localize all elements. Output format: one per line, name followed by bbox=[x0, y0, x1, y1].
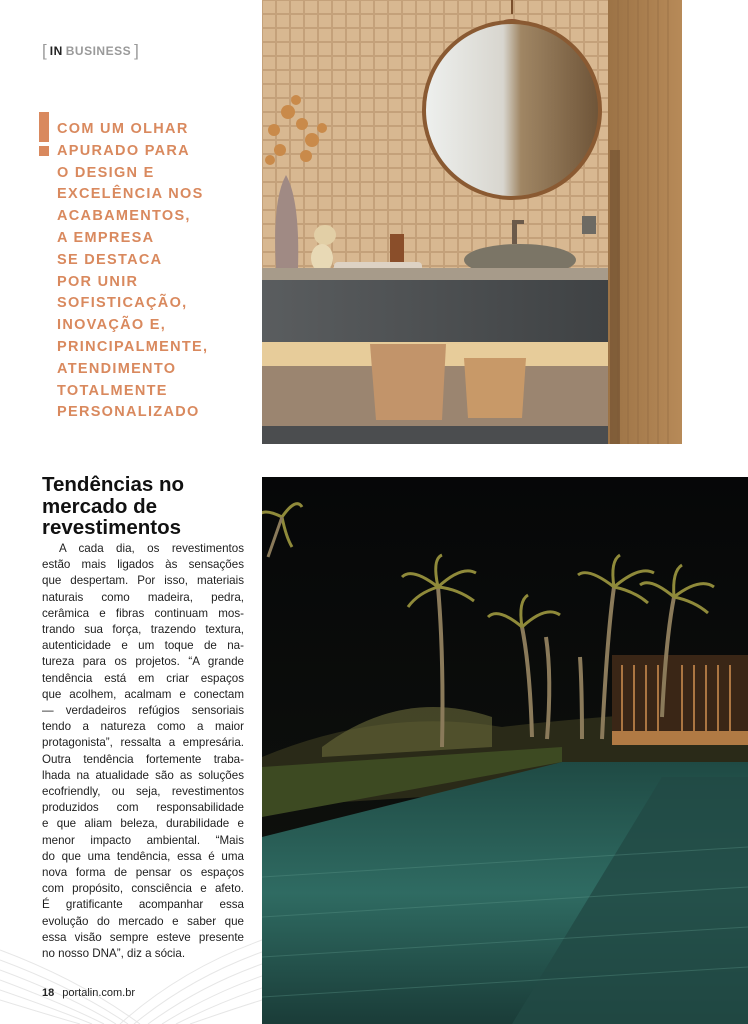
body-line: lhada na atualidade são as soluções bbox=[42, 768, 244, 782]
article-body bbox=[42, 541, 244, 962]
body-line: com propósito, consciência e afeto. bbox=[42, 882, 244, 896]
body-line: que acolhem, acalmam e conectam bbox=[42, 687, 244, 701]
body-line: ecofriendly, ou seja, revestimentos bbox=[42, 785, 244, 799]
pull-quote-line: O DESIGN E bbox=[57, 164, 155, 181]
page-footer bbox=[42, 987, 135, 999]
body-line: protagonista”, ressalta a empresária. bbox=[42, 736, 244, 750]
article-title-line: mercado de bbox=[42, 494, 158, 518]
pull-quote-line: SE DESTACA bbox=[57, 251, 163, 268]
body-line: evolução do mercado e saber que bbox=[42, 914, 244, 928]
body-line: estão mais ligados às sensações bbox=[42, 558, 244, 572]
pull-quote-line: POR UNIR bbox=[57, 273, 139, 290]
body-line: É gratificante acompanhar essa bbox=[42, 898, 244, 912]
section-bracket-close: ] bbox=[134, 41, 139, 60]
body-line: tendo a natureza como a maior bbox=[42, 720, 244, 734]
pull-quote-line: TOTALMENTE bbox=[57, 382, 168, 399]
body-line: tureza para os projetos. “A grande bbox=[42, 655, 244, 669]
body-line: que despertam. Por isso, materiais bbox=[42, 574, 244, 588]
pull-quote-line: INOVAÇÃO E, bbox=[57, 317, 167, 334]
body-line: autenticidade e um toque de na- bbox=[42, 639, 244, 653]
body-line: no nosso DNA”, diz a sócia. bbox=[42, 947, 186, 961]
section-tag bbox=[42, 41, 139, 61]
body-line: do que uma tendência, essa é uma bbox=[42, 849, 244, 863]
exclamation-icon bbox=[38, 112, 50, 158]
pull-quote-line: SOFISTICAÇÃO, bbox=[57, 295, 188, 312]
body-line: naturais como madeira, pedra, bbox=[42, 590, 244, 604]
body-line: Outra tendência fortemente traba- bbox=[42, 752, 244, 766]
pull-quote-line: APURADO PARA bbox=[57, 142, 190, 159]
section-prefix: IN bbox=[49, 44, 63, 58]
body-line: menor impacto ambiental. “Mais bbox=[42, 833, 244, 847]
body-line: — verdadeiros refúgios sensoriais bbox=[42, 704, 244, 718]
pull-quote-line: COM UM OLHAR bbox=[57, 121, 189, 137]
pull-quote bbox=[57, 119, 257, 424]
article-title bbox=[42, 474, 254, 539]
body-line: tendência está em criar espaços bbox=[42, 671, 244, 685]
pool-photo bbox=[262, 477, 748, 1024]
article-title-line: revestimentos bbox=[42, 516, 182, 539]
bathroom-photo bbox=[262, 0, 682, 444]
pull-quote-line: A EMPRESA bbox=[57, 229, 155, 246]
page-number: 18 bbox=[42, 987, 55, 999]
body-line: cerâmica e fibras continuam mos- bbox=[42, 606, 244, 620]
decorative-lines bbox=[0, 930, 262, 1024]
pull-quote-line: PERSONALIZADO bbox=[57, 404, 200, 421]
pull-quote-line: PRINCIPALMENTE, bbox=[57, 338, 209, 355]
pull-quote-line: EXCELÊNCIA NOS bbox=[57, 186, 204, 203]
section-bracket-open: [ bbox=[42, 41, 47, 60]
body-line: essa visão sempre esteve presente bbox=[42, 930, 244, 944]
section-name: BUSINESS bbox=[65, 44, 132, 58]
body-line: nova forma de pensar os espaços bbox=[42, 866, 244, 880]
body-line: produzidos com responsabilidade bbox=[42, 801, 244, 815]
body-line: e que aliam beleza, durabilidade e bbox=[42, 817, 244, 831]
site-url: portalin.com.br bbox=[62, 987, 136, 999]
pull-quote-line: ATENDIMENTO bbox=[57, 360, 177, 377]
pull-quote-line: ACABAMENTOS, bbox=[57, 208, 191, 225]
article-title-line: Tendências no bbox=[42, 473, 185, 496]
body-line: A cada dia, os revestimentos bbox=[59, 542, 244, 555]
body-line: trando sua força, trazendo textura, bbox=[42, 623, 244, 637]
